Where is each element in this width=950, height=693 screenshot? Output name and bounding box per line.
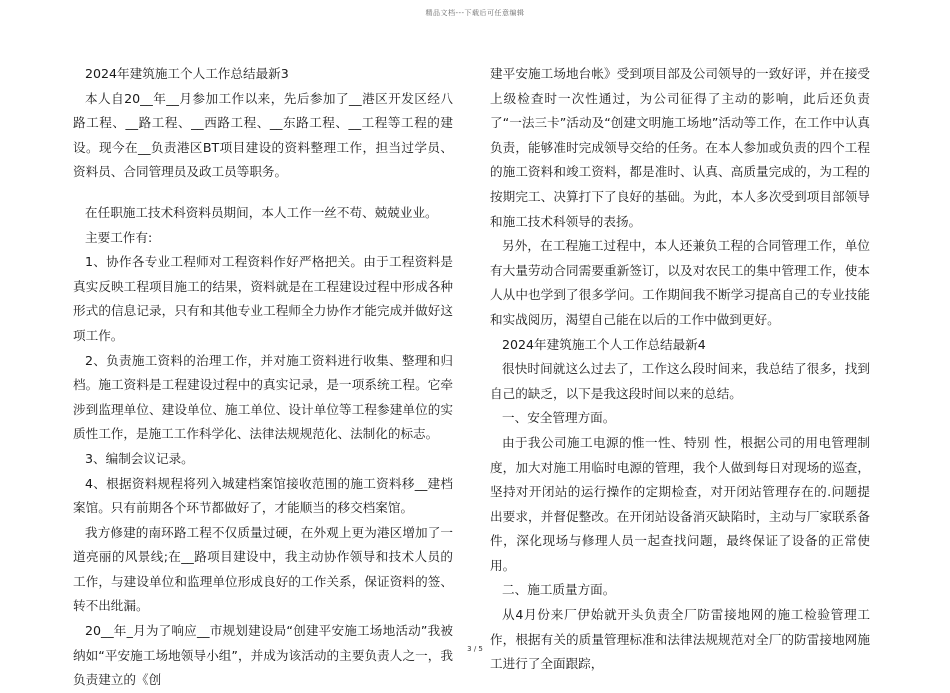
paragraph: 在任职施工技术科资料员期间，本人工作一丝不苟、兢兢业业。 (85, 204, 438, 220)
section-title: 2024年建筑施工个人工作总结最新4 (502, 336, 706, 352)
paragraph: 20__年_月为了响应__市规划建设局“创建平安施工场地活动”我被纳如“平安施工场地领导小组”，并成为该活动的主要负责人之一，我负责建立的《创 (73, 623, 453, 688)
paragraph: 我方修建的南环路工程不仅质量过硬，在外观上更为港区增加了一道亮丽的风景线;在__路项目建设中，我主动协作领导和技术人员的工作，与建设单位和监理单位形成良好的工作关系，保证资料的签、转不出纰漏。 (73, 524, 453, 614)
paragraph: 主要工作有: (85, 229, 153, 245)
paragraph: 建平安施工场地台帐》受到项目部及公司领导的一致好评，并在接受上级检查时一次性通过，为公司征得了主动的影响，此后还负责了“一法三卡”活动及“创建文明施工场地”活动等工作，在工作中认真负责，能够准时完成领导交给的任务。在本人参加或负责的四个工程的施工资料和竣工资料，都是准时、认真、高质量完成的，为工程的按期完工、决算打下了良好的基础。为此，本人多次受到项目部领导和施工技术科领导的表扬。 (490, 66, 870, 229)
paragraph: 2、负责施工资料的治理工作，并对施工资料进行收集、整理和归档。施工资料是工程建设过程中的真实记录，是一项系统工程。它牵涉到监理单位、建设单位、施工单位、设计单位等工程参建单位的实质性工作，是施工工作科学化、法律法规规范化、法制化的标志。 (73, 352, 453, 442)
left-column (73, 62, 453, 693)
subheading: 一、安全管理方面。 (502, 410, 616, 426)
paragraph: 4、根据资料规程将列入城建档案馆接收范围的施工资料移__建档案馆。只有前期各个环节都做好了，才能顺当的移交档案馆。 (73, 475, 453, 516)
subheading: 二、施工质量方面。 (502, 582, 616, 598)
page-number: 3 / 5 (467, 645, 483, 653)
paragraph: 很快时间就这么过去了，工作这么段时间来，我总结了很多，找到自己的缺乏，以下是我这段时间以来的总结。 (490, 361, 870, 401)
right-column (490, 62, 870, 677)
paragraph: 1、协作各专业工程师对工程资料作好严格把关。由于工程资料是真实反映工程项目施工的结果，资料就是在工程建设过程中形成各种形式的信息记录，只有和其他专业工程师全力协作才能完成并做好这项工作。 (73, 254, 453, 343)
paragraph: 3、编制会议记录。 (85, 450, 194, 466)
paragraph: 另外，在工程施工过程中，本人还兼负工程的合同管理工作，单位有大量劳动合同需要重新签订，以及对农民工的集中管理工作，使本人从中也学到了很多学问。工作期间我不断学习提高自己的专业技能和实战阅历，渴望自己能在以后的工作中做到更好。 (490, 238, 870, 327)
paragraph: 由于我公司施工电源的惟一性、特别 性，根据公司的用电管理制度，加大对施工用临时电源的管理，我个人做到每日对现场的巡查，坚持对开闭站的运行操作的定期检查，对开闭站管理存在的.问题提出要求，并督促整改。在开闭站设备消灭缺陷时，主动与厂家联系备件，深化现场与修理人员一起查找问题，最终保证了设备的正常使用。 (490, 434, 870, 573)
paragraph: 本人自20__年__月参加工作以来，先后参加了__港区开发区经八路工程、__路工程、__西路工程、__东路工程、__工程等工程的建设。现今在__负责港区BT项目建设的资料整理工作，担当过学员、资料员、合同管理员及政工员等职务。 (73, 90, 453, 180)
section-title: 2024年建筑施工个人工作总结最新3 (85, 66, 289, 81)
paragraph: 从4月份来厂伊始就开头负责全厂防雷接地网的施工检验管理工作，根据有关的质量管理标准和法律法规规范对全厂的防雷接地网施工进行了全面跟踪， (490, 607, 870, 672)
page-header: 精品文档---下载后可任意编辑 (425, 9, 525, 17)
